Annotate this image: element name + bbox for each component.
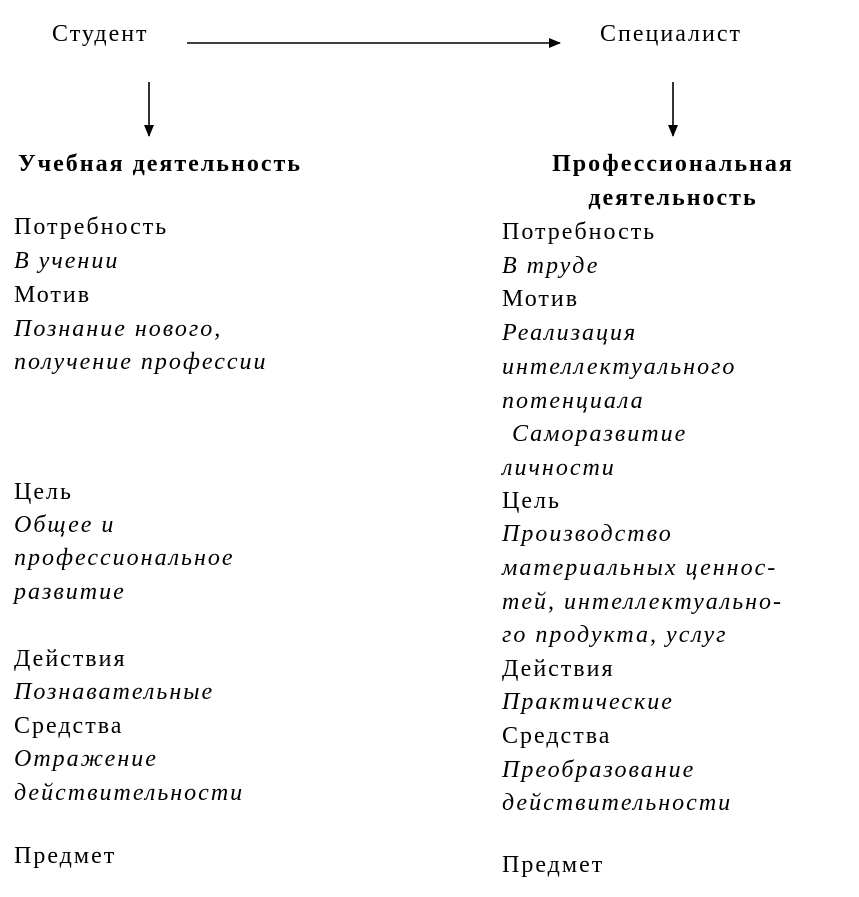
right-heading-line1: Профессиональная: [552, 151, 794, 177]
right-goal-value-line3: тей, интеллектуально-: [502, 589, 784, 615]
right-means-value-line2: действительности: [502, 790, 733, 816]
right-motive-value-line1: Реализация: [502, 320, 638, 346]
right-motive-value-line5: личности: [502, 455, 616, 481]
left-actions-value: Познавательные: [14, 679, 215, 705]
right-motive-value-line3: потенциала: [502, 388, 645, 414]
left-actions-label: Действия: [14, 646, 127, 672]
right-goal-value-line2: материальных ценнос-: [502, 555, 778, 581]
right-need-value: В труде: [502, 253, 600, 279]
left-goal-value-line3: развитие: [14, 579, 126, 605]
specialist-label: Специалист: [600, 21, 743, 47]
left-heading: Учебная деятельность: [18, 151, 302, 177]
left-goal-value-line2: профессиональное: [14, 545, 235, 571]
left-motive-value-line1: Познание нового,: [14, 316, 223, 342]
left-goal-value-line1: Общее и: [14, 512, 116, 538]
left-goal-label: Цель: [14, 479, 73, 505]
left-means-value-line2: действительности: [14, 780, 245, 806]
right-actions-label: Действия: [502, 656, 615, 682]
left-means-value-line1: Отражение: [14, 746, 158, 772]
student-label: Студент: [52, 21, 149, 47]
left-subject-label: Предмет: [14, 843, 117, 869]
left-need-value: В учении: [14, 248, 120, 274]
right-means-label: Средства: [502, 723, 612, 749]
left-motive-value-line2: получение профессии: [14, 349, 268, 375]
right-motive-label: Мотив: [502, 286, 580, 312]
right-motive-value-line2: интеллектуального: [502, 354, 737, 380]
left-need-label: Потребность: [14, 214, 169, 240]
right-means-value-line1: Преобразование: [502, 757, 696, 783]
right-goal-value-line4: го продукта, услуг: [502, 622, 728, 648]
right-motive-value-line4: Саморазвитие: [512, 421, 688, 447]
right-goal-value-line1: Производство: [502, 521, 673, 547]
right-heading-line2: деятельность: [588, 185, 758, 211]
right-subject-label: Предмет: [502, 852, 605, 878]
right-actions-value: Практические: [502, 689, 674, 715]
left-motive-label: Мотив: [14, 282, 92, 308]
left-means-label: Средства: [14, 713, 124, 739]
right-need-label: Потребность: [502, 219, 657, 245]
right-goal-label: Цель: [502, 488, 561, 514]
